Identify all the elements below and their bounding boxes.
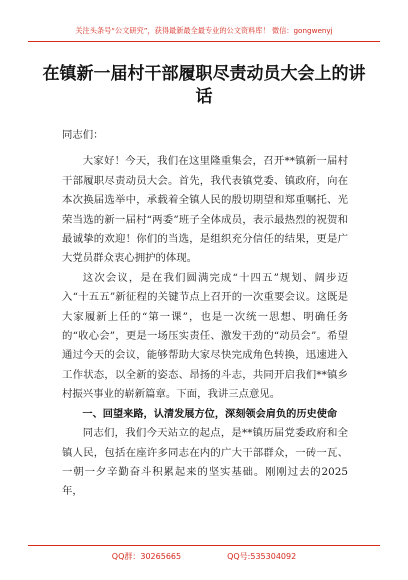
footer-qq-group: QQ群：30265665 (111, 552, 182, 561)
paragraph-section-1: 同志们，我们今天站立的起点，是**镇历届党委政府和全镇人民，包括在座许多同志在内的广大干部群众，一砖一瓦、一朝一夕辛勤奋斗积累起来的坚实基础。刚刚过去的2025年， (62, 427, 348, 498)
paragraph-opening: 大家好！今天，我们在这里隆重集会，召开**镇新一届村干部履职尽责动员大会。首先，我代表镇党委、镇政府，向在本次换届选举中，承载着全镇人民的殷切期望和郑重嘱托、光荣当选的新一届村“两委”班子全体成员，表示最热烈的祝贺和最诚挚的欢迎！你们的当选，是组织充分信任的结果，更是广大党员群众衷心拥护的体现。 (62, 155, 348, 265)
document-body (62, 126, 348, 502)
document-title: 在镇新一届村干部履职尽责动员大会上的讲话 (42, 64, 366, 107)
paragraph-meeting-purpose: 这次会议，是在我们圆满完成“十四五”规划、阔步迈入“十五五”新征程的关键节点上召开的一次重要会议。这既是大家履新上任的“第一课”，也是一次统一思想、明确任务的“收心会”，更是一场压实责任、激发干劲的“动员会”。希望通过今天的会议，能够帮助大家尽快完成角色转换，迅速进入工作状态，以全新的姿态、昂扬的斗志，共同开启我们**镇乡村振兴事业的崭新篇章。下面，我讲三点意见。 (62, 271, 348, 401)
salutation: 同志们： (62, 129, 104, 141)
footer-divider (28, 545, 380, 546)
footer-qq-number: QQ号:535304092 (227, 552, 297, 561)
header-divider (28, 41, 380, 42)
footer-contact (28, 551, 380, 562)
header-promo-note: 关注头条号“公文研究”，获得最新最全最专业的公文资料库！ 微信：gongwenyj (75, 26, 333, 35)
section-heading-1: 一、回望来路，认清发展方位，深刻领会肩负的历史使命 (82, 408, 338, 420)
